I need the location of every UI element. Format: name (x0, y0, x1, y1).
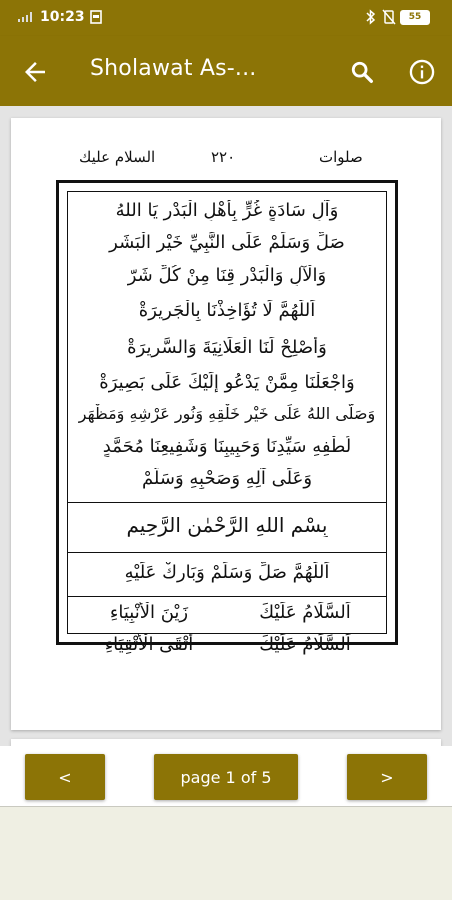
next-page-button[interactable]: > (347, 754, 427, 800)
text-line: وَصَلَّى اللهُ عَلَى خَيْرِ خَلْقِهِ وَنُورِ عَرْشِهِ وَمَظْهَرِ (78, 404, 376, 423)
text-line: لُطْفِهِ سَيِّدِنَا وَحَبِيبِنَا وَشَفِيعِنَا مُحَمَّدٍ (102, 436, 352, 457)
notification-icon (90, 9, 102, 25)
page-indicator-button[interactable]: page 1 of 5 (154, 754, 298, 800)
signal-icon (18, 12, 36, 22)
text-line: وَأَصْلِحْ لَنَا الْعَلَانِيَةَ وَالسَّرِيرَةْ (127, 337, 327, 358)
page-viewer[interactable] (0, 106, 452, 746)
book-page[interactable] (11, 118, 441, 730)
vibrate-mute-icon (382, 9, 396, 25)
status-time: 10:23 (40, 9, 85, 25)
text-line: صَلِّ وَسَلِّمْ عَلَى النَّبِيِّ خَيْرِ الْبَشَرِ (109, 232, 345, 253)
divider (67, 502, 387, 503)
bluetooth-icon (366, 9, 376, 25)
pagination-bar (0, 746, 452, 806)
page-header-chapter: صلوات (319, 148, 363, 166)
search-icon[interactable] (348, 58, 376, 86)
app-bar (0, 36, 452, 106)
info-icon[interactable] (408, 58, 436, 86)
text-line: اَللّٰهُمَّ لَا تُؤَاخِذْنَا بِالْجَرِيرَةْ (138, 300, 316, 321)
text-line: وَاجْعَلْنَا مِمَّنْ يَدْعُو إِلَيْكَ عَلَى بَصِيرَةْ (99, 372, 355, 393)
divider (67, 596, 387, 597)
page-header-title: السلام عليك (79, 148, 156, 166)
salam-line: أَتْقَى الْأَتْقِيَاءِ (104, 634, 194, 655)
salam-line: اَلسَّلَامُ عَلَيْكَ (259, 602, 351, 623)
battery-level: 55 (408, 12, 422, 22)
divider (67, 552, 387, 553)
salam-line: اَلسَّلَامُ عَلَيْكَ (259, 634, 351, 655)
salam-line: زَيْنَ الْأَنْبِيَاءِ (109, 602, 189, 623)
previous-page-button[interactable]: < (25, 754, 105, 800)
divider (0, 806, 452, 807)
basmala: بِسْمِ اللهِ الرَّحْمٰنِ الرَّحِيمِ (126, 513, 328, 537)
battery-icon (400, 10, 430, 25)
text-line: وَالْآلِ وَالْبَدْرِ قِنَا مِنْ كُلِّ شَرّ (127, 265, 327, 286)
page-number: ٢٢٠ (211, 148, 236, 166)
page-title: Sholawat As-... (90, 56, 257, 81)
text-line: وَآلِ سَادَةٍ غُرٍّ بِأَهْلِ الْبَدْرِ يَا اللهُ (115, 200, 339, 221)
status-bar (0, 0, 452, 36)
text-line: وَعَلَى آلِهِ وَصَحْبِهِ وَسَلَّمْ (141, 468, 313, 489)
arrow-back-icon[interactable] (20, 57, 50, 87)
prayer-line: اَللّٰهُمَّ صَلِّ وَسَلِّمْ وَبَارِكْ عَلَيْهِ (124, 562, 330, 583)
